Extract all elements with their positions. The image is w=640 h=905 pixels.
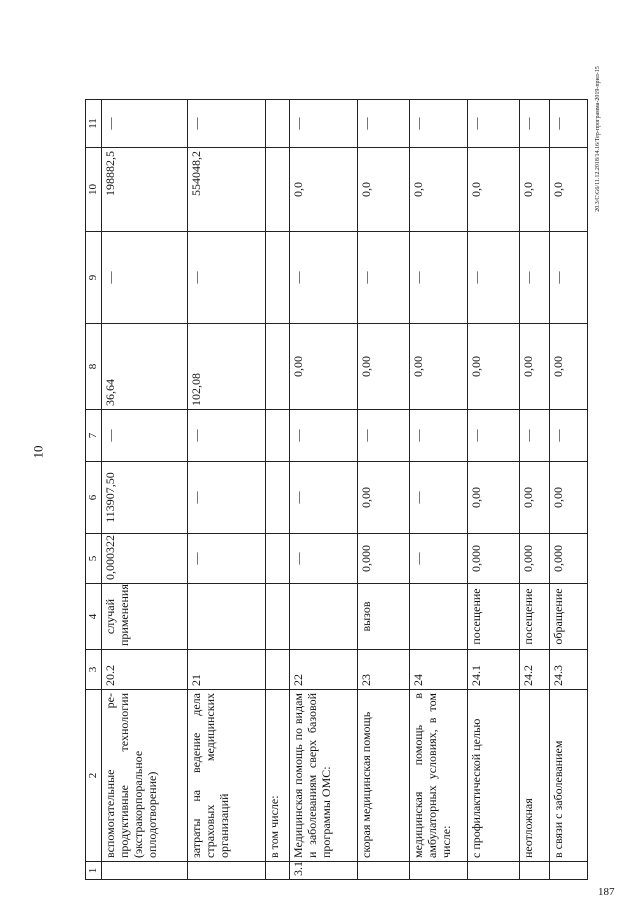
header-cell: 10: [86, 148, 102, 232]
row-number-cell: [468, 862, 520, 880]
line-code-cell: 21: [188, 650, 266, 690]
unit-cell: посещение: [520, 584, 550, 650]
value-cell: 0,0: [520, 148, 550, 232]
value-cell: —: [410, 534, 468, 584]
table-row: [468, 100, 520, 880]
line-code-cell: 24.1: [468, 650, 520, 690]
value-cell: 0,00: [410, 324, 468, 410]
header-row: [86, 100, 102, 880]
value-cell: [266, 232, 290, 324]
table-row: [102, 100, 188, 880]
value-cell: —: [550, 100, 588, 148]
table-row: [410, 100, 468, 880]
value-cell: —: [468, 410, 520, 462]
value-cell: 0,0: [410, 148, 468, 232]
row-number-cell: 3.1: [290, 862, 358, 880]
table-row: [290, 100, 358, 880]
value-cell: 0,00: [520, 462, 550, 534]
unit-cell: [188, 584, 266, 650]
value-cell: 0,000: [468, 534, 520, 584]
header-cell: 4: [86, 584, 102, 650]
name-cell: затраты на ведение дела страховых медицинских организаций: [188, 690, 266, 862]
value-cell: —: [410, 100, 468, 148]
name-cell: с профилактической целью: [468, 690, 520, 862]
header-cell: 7: [86, 410, 102, 462]
header-cell: 3: [86, 650, 102, 690]
value-cell: —: [410, 462, 468, 534]
header-cell: 5: [86, 534, 102, 584]
page-number-bottom: 187: [598, 886, 615, 898]
row-number-cell: [410, 862, 468, 880]
unit-cell: [266, 584, 290, 650]
value-cell: —: [520, 232, 550, 324]
value-cell: —: [468, 100, 520, 148]
value-cell: 0,00: [550, 324, 588, 410]
header-cell: 8: [86, 324, 102, 410]
unit-cell: вызов: [358, 584, 410, 650]
name-cell: в том числе:: [266, 690, 290, 862]
line-code-cell: 22: [290, 650, 358, 690]
value-cell: —: [188, 410, 266, 462]
value-cell: 0,000: [358, 534, 410, 584]
row-number-cell: [102, 862, 188, 880]
header-cell: 11: [86, 100, 102, 148]
value-cell: —: [468, 232, 520, 324]
value-cell: 0,000: [520, 534, 550, 584]
row-number-cell: [550, 862, 588, 880]
unit-cell: посещение: [468, 584, 520, 650]
value-cell: —: [520, 100, 550, 148]
value-cell: 554048,2: [188, 148, 266, 232]
value-cell: —: [290, 462, 358, 534]
table-row: [520, 100, 550, 880]
name-cell: неотложная: [520, 690, 550, 862]
value-cell: 113907,50: [102, 462, 188, 534]
value-cell: 0,000: [550, 534, 588, 584]
value-cell: 0,0: [468, 148, 520, 232]
line-code-cell: [266, 650, 290, 690]
name-cell: Медицинская помощь по видам и заболеваниям сверх базовой программы ОМС:: [290, 690, 358, 862]
name-cell: скорая медицинская помощь: [358, 690, 410, 862]
table-row: [358, 100, 410, 880]
unit-cell: [410, 584, 468, 650]
value-cell: [266, 324, 290, 410]
value-cell: —: [410, 232, 468, 324]
value-cell: —: [520, 410, 550, 462]
value-cell: —: [290, 100, 358, 148]
header-cell: 1: [86, 862, 102, 880]
value-cell: 36,64: [102, 324, 188, 410]
row-number-cell: [188, 862, 266, 880]
value-cell: —: [188, 232, 266, 324]
value-cell: —: [188, 462, 266, 534]
header-cell: 2: [86, 690, 102, 862]
value-cell: 0,00: [468, 324, 520, 410]
value-cell: —: [102, 100, 188, 148]
name-cell: в связи с заболеванием: [550, 690, 588, 862]
unit-cell: [290, 584, 358, 650]
value-cell: 0,00: [468, 462, 520, 534]
line-code-cell: 24: [410, 650, 468, 690]
value-cell: —: [102, 410, 188, 462]
table-row: [266, 100, 290, 880]
line-code-cell: 24.2: [520, 650, 550, 690]
value-cell: [266, 534, 290, 584]
value-cell: [266, 100, 290, 148]
line-code-cell: 24.3: [550, 650, 588, 690]
value-cell: 0,00: [550, 462, 588, 534]
row-number-cell: [520, 862, 550, 880]
row-number-cell: [266, 862, 290, 880]
data-table: [85, 99, 588, 880]
value-cell: —: [290, 410, 358, 462]
value-cell: —: [290, 534, 358, 584]
value-cell: 0,00: [358, 462, 410, 534]
header-cell: 6: [86, 462, 102, 534]
value-cell: —: [358, 410, 410, 462]
table-body: [86, 100, 588, 880]
page-number-top: 10: [30, 445, 46, 459]
value-cell: —: [188, 534, 266, 584]
footer-code: 20.3/C\G6/11.12.2018/14.16/Тер-программа-2019-прил-15: [595, 66, 601, 212]
table-row: [188, 100, 266, 880]
name-cell: медицинская помощь в амбулаторных условиях, в том числе:: [410, 690, 468, 862]
value-cell: —: [188, 100, 266, 148]
name-cell: вспомогательные ре-продуктивные технологии (экстракорпоральное оплодотворение): [102, 690, 188, 862]
value-cell: —: [290, 232, 358, 324]
value-cell: 0,0: [358, 148, 410, 232]
header-cell: 9: [86, 232, 102, 324]
value-cell: —: [358, 100, 410, 148]
value-cell: —: [358, 232, 410, 324]
row-number-cell: [358, 862, 410, 880]
value-cell: 198882,5: [102, 148, 188, 232]
value-cell: 102,08: [188, 324, 266, 410]
value-cell: —: [102, 232, 188, 324]
table-row: [550, 100, 588, 880]
value-cell: 0,000322: [102, 534, 188, 584]
line-code-cell: 23: [358, 650, 410, 690]
value-cell: —: [550, 232, 588, 324]
value-cell: 0,00: [520, 324, 550, 410]
value-cell: 0,00: [290, 324, 358, 410]
unit-cell: случай применения: [102, 584, 188, 650]
value-cell: 0,0: [290, 148, 358, 232]
value-cell: 0,0: [550, 148, 588, 232]
unit-cell: обращение: [550, 584, 588, 650]
value-cell: 0,00: [358, 324, 410, 410]
value-cell: —: [410, 410, 468, 462]
line-code-cell: 20.2: [102, 650, 188, 690]
value-cell: [266, 148, 290, 232]
value-cell: —: [550, 410, 588, 462]
value-cell: [266, 462, 290, 534]
rotated-table-container: [85, 100, 587, 880]
value-cell: [266, 410, 290, 462]
